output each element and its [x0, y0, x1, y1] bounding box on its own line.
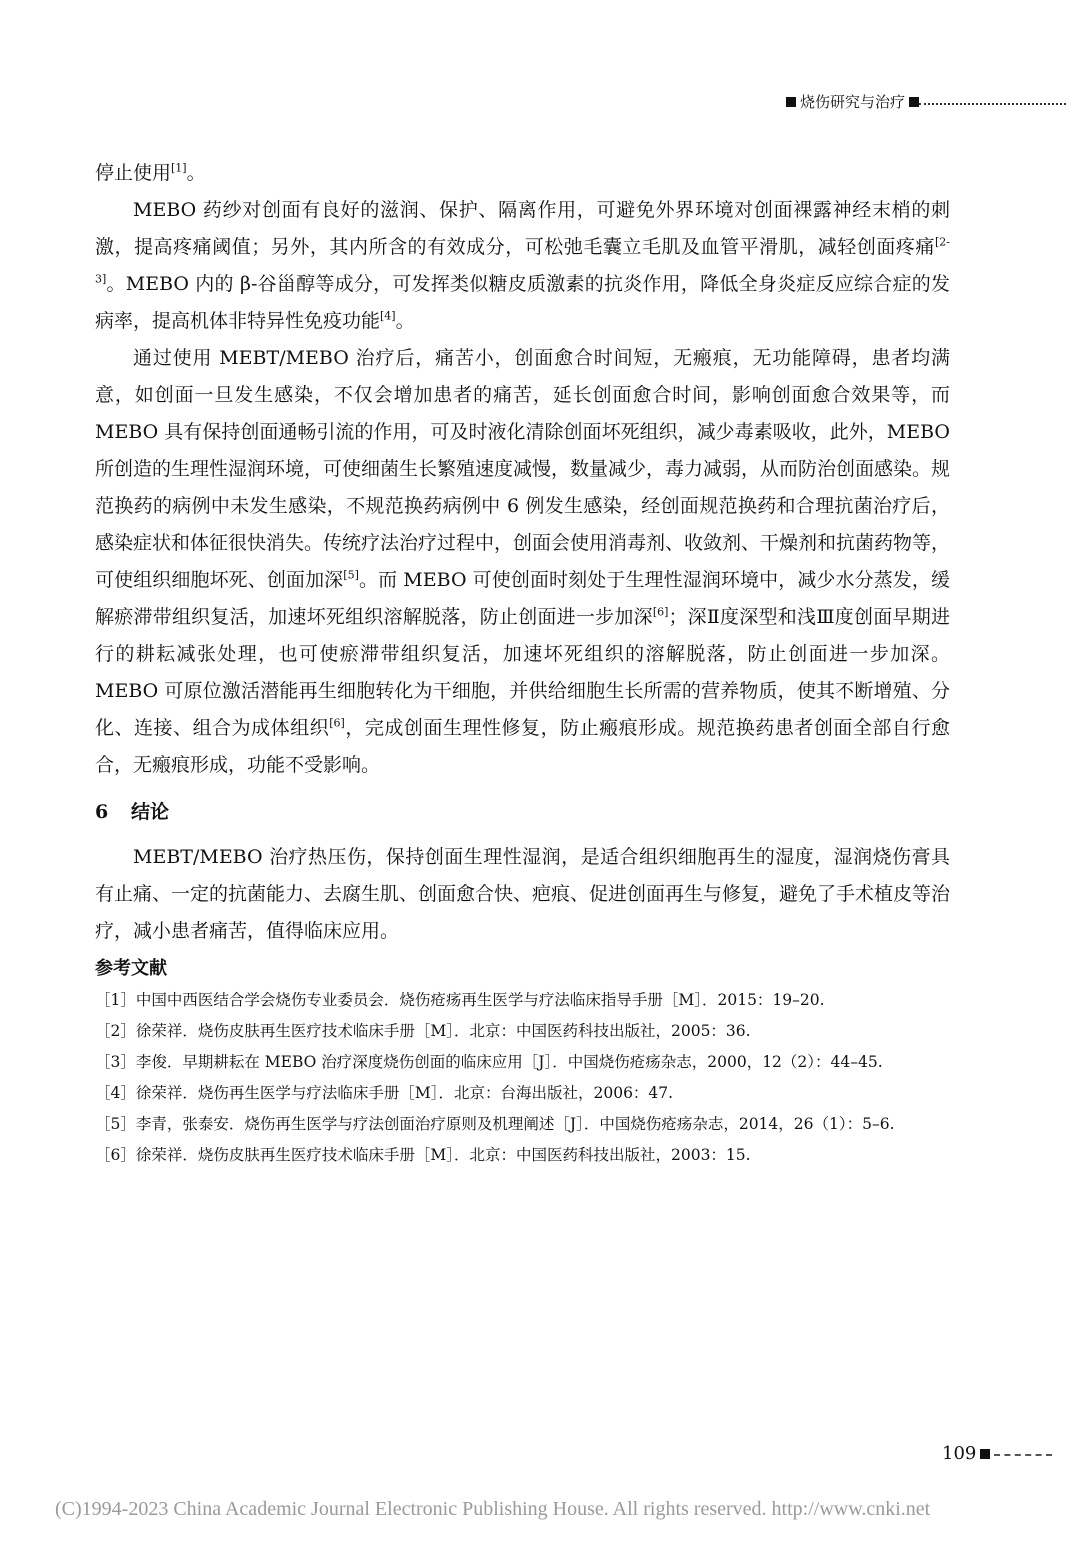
paragraph: MEBT/MEBO 治疗热压伤，保持创面生理性湿润，是适合组织细胞再生的湿度，湿润烧伤膏具有止痛、一定的抗菌能力、去腐生肌、创面愈合快、疤痕、促进创面再生与修复，避免了手术植皮等治疗，减小患者痛苦，值得临床应用。 [95, 846, 951, 942]
page-footer [942, 1443, 1052, 1464]
copyright-watermark: (C)1994-2023 China Academic Journal Electronic Publishing House. All rights reserved. http://www.cnki.net [55, 1498, 931, 1520]
header-title: 烧伤研究与治疗 [800, 93, 906, 111]
citation: [2-3] [95, 235, 950, 286]
references-list [95, 986, 950, 1169]
citation: [1] [171, 161, 187, 175]
page-number: 109 [942, 1443, 977, 1464]
square-bullet-icon [909, 97, 919, 107]
citation: [6] [652, 605, 669, 619]
reference-item: ［1］中国中西医结合学会烧伤专业委员会．烧伤疮疡再生医学与疗法临床指导手册［M］．2015：19–20. [95, 991, 825, 1009]
citation: [6] [329, 716, 345, 730]
paragraph: MEBO 药纱对创面有良好的滋润、保护、隔离作用，可避免外界环境对创面裸露神经末梢的刺激，提高疼痛阈值；另外，其内所含的有效成分，可松弛毛囊立毛肌及血管平滑肌，减轻创面疼痛[2-3]。MEBO 内的 β-谷甾醇等成分，可发挥类似糖皮质激素的抗炎作用，降低全身炎症反应综合症的发病率，提高机体非特异性免疫功能[4]。 [95, 199, 950, 332]
reference-item: ［2］徐荣祥．烧伤皮肤再生医疗技术临床手册［M］．北京：中国医药科技出版社，2005：36. [95, 1022, 751, 1040]
reference-item: ［3］李俊．早期耕耘在 MEBO 治疗深度烧伤创面的临床应用［J］．中国烧伤疮疡杂志，2000，12（2）：44–45. [95, 1053, 883, 1071]
section-heading [95, 794, 950, 831]
paragraph: 停止使用[1]。 [95, 161, 206, 184]
footer-dashed-rule [994, 1454, 1052, 1456]
reference-item: ［6］徐荣祥．烧伤皮肤再生医疗技术临床手册［M］．北京：中国医药科技出版社，2003：15. [95, 1146, 751, 1164]
section-title: 结论 [131, 801, 170, 823]
citation: [4] [380, 309, 396, 323]
references-heading: 参考文献 [95, 958, 167, 979]
running-header [786, 91, 1066, 112]
square-bullet-icon [980, 1449, 990, 1459]
square-bullet-icon [786, 97, 796, 107]
article-body [95, 155, 950, 1172]
header-dotted-rule [919, 103, 1066, 105]
section-number: 6 [95, 801, 109, 823]
reference-item: ［5］李青，张泰安．烧伤再生医学与疗法创面治疗原则及机理阐述［J］．中国烧伤疮疡杂志，2014，26（1）：5–6. [95, 1115, 895, 1133]
reference-item: ［4］徐荣祥．烧伤再生医学与疗法临床手册［M］．北京：台海出版社，2006：47. [95, 1084, 674, 1102]
paragraph: 通过使用 MEBT/MEBO 治疗后，痛苦小，创面愈合时间短，无瘢痕，无功能障碍，患者均满意，如创面一旦发生感染，不仅会增加患者的痛苦，延长创面愈合时间，影响创面愈合效果等，而 MEBO 具有保持创面通畅引流的作用，可及时液化清除创面坏死组织，减少毒素吸收，此外，MEBO 所创造的生理性湿润环境，可使细菌生长繁殖速度减慢，数量减少，毒力减弱，从而防治创面感染。规范换药的病例中未发生感染，不规范换药病例中 6 例发生感染，经创面规范换药和合理抗菌治疗后，感染症状和体征很快消失。传统疗法治疗过程中，创面会使用消毒剂、收敛剂、干燥剂和抗菌药物等，可使组织细胞坏死、创面加深[5]。而 MEBO 可使创面时刻处于生理性湿润环境中，减少水分蒸发，缓解瘀滞带组织复活，加速坏死组织溶解脱落，防止创面进一步加深[6]；深Ⅱ度深型和浅Ⅲ度创面早期进行的耕耘减张处理，也可使瘀滞带组织复活，加速坏死组织的溶解脱落，防止创面进一步加深。MEBO 可原位激活潜能再生细胞转化为干细胞，并供给细胞生长所需的营养物质，使其不断增殖、分化、连接、组合为成体组织[6]，完成创面生理性修复，防止瘢痕形成。规范换药患者创面全部自行愈合，无瘢痕形成，功能不受影响。 [95, 347, 951, 776]
citation: [5] [343, 568, 359, 582]
